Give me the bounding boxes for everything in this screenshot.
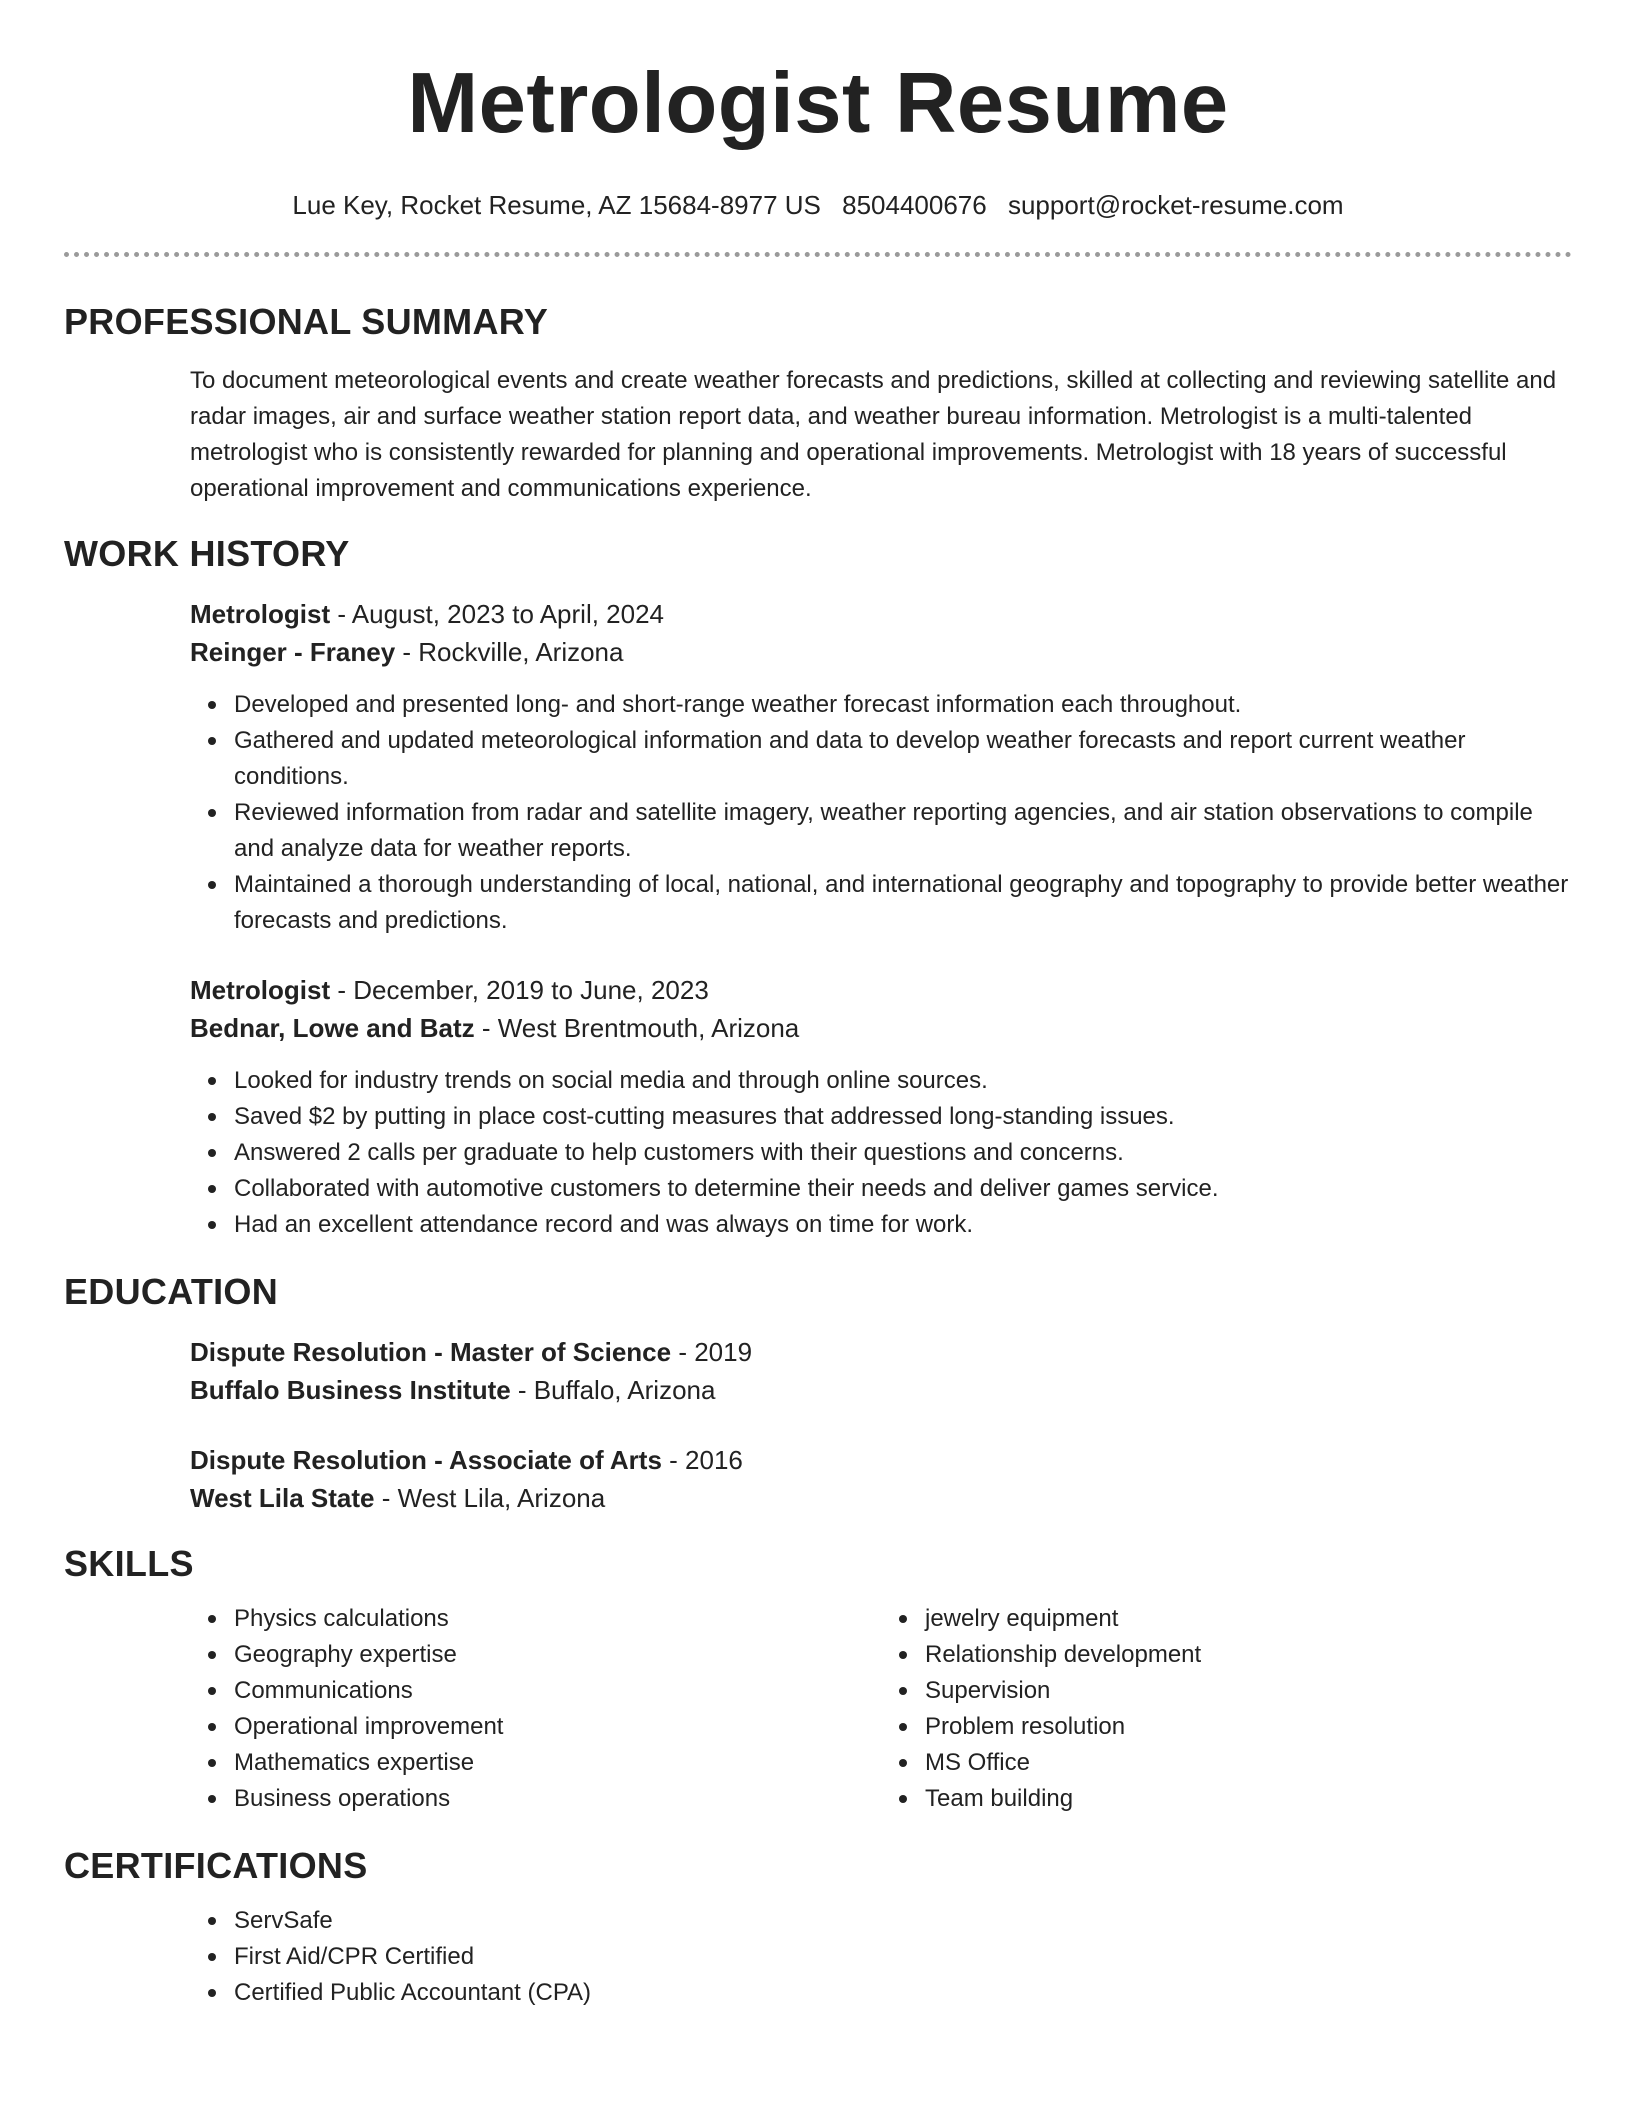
- skills-column-right: [881, 1601, 1572, 1817]
- skill-item: Supervision: [925, 1673, 1572, 1709]
- skill-item: Geography expertise: [234, 1637, 881, 1673]
- job-company-line: [190, 1009, 1572, 1047]
- contact-phone: 8504400676: [842, 190, 987, 220]
- skills-column-left: [190, 1601, 881, 1817]
- degree: Dispute Resolution - Master of Science: [190, 1337, 672, 1367]
- job-entry: [64, 971, 1572, 1243]
- school-location: - West Lila, Arizona: [374, 1483, 606, 1513]
- skills-heading: SKILLS: [64, 1543, 194, 1584]
- degree-line: [190, 1441, 1572, 1479]
- degree-line: [190, 1333, 1572, 1371]
- education-heading: EDUCATION: [64, 1271, 279, 1312]
- resume-page: [64, 0, 1572, 2011]
- job-title: Metrologist: [190, 975, 331, 1005]
- list-item: Gathered and updated meteorological information and data to develop weather forecasts and report current weather conditions.: [234, 723, 1572, 795]
- job-bullets: [190, 687, 1572, 939]
- summary-text: To document meteorological events and create weather forecasts and predictions, skilled at collecting and reviewing satellite and radar images, air and surface weather station report data, and weather bureau information. Metrologist is a multi-talented metrologist who is consistently rewarded for planning and operational improvements. Metrologist with 18 years of successful operational improvement and communications experience.: [190, 367, 1557, 502]
- certification-item: First Aid/CPR Certified: [234, 1939, 1572, 1975]
- job-company: Bednar, Lowe and Batz: [190, 1013, 475, 1043]
- certification-item: Certified Public Accountant (CPA): [234, 1975, 1572, 2011]
- skill-item: Mathematics expertise: [234, 1745, 881, 1781]
- job-company-line: [190, 633, 1572, 671]
- job-title-line: [190, 971, 1572, 1009]
- work-history-heading: WORK HISTORY: [64, 533, 350, 574]
- degree-year: - 2019: [671, 1337, 753, 1367]
- skill-item: Team building: [925, 1781, 1572, 1817]
- school-line: [190, 1371, 1572, 1409]
- skill-item: Problem resolution: [925, 1709, 1572, 1745]
- education-entry: [64, 1333, 1572, 1409]
- education-entry: [64, 1441, 1572, 1517]
- skill-item: Communications: [234, 1673, 881, 1709]
- job-company: Reinger - Franey: [190, 637, 396, 667]
- degree: Dispute Resolution - Associate of Arts: [190, 1445, 662, 1475]
- skill-item: Physics calculations: [234, 1601, 881, 1637]
- skill-item: Business operations: [234, 1781, 881, 1817]
- contact-line: [64, 190, 1572, 220]
- contact-address: Lue Key, Rocket Resume, AZ 15684-8977 US: [292, 190, 821, 220]
- contact-email: support@rocket-resume.com: [1007, 190, 1344, 220]
- list-item: Developed and presented long- and short-range weather forecast information each throughout.: [234, 687, 1572, 723]
- skill-item: MS Office: [925, 1745, 1572, 1781]
- job-title-line: [190, 595, 1572, 633]
- list-item: Answered 2 calls per graduate to help customers with their questions and concerns.: [234, 1135, 1572, 1171]
- summary-heading: PROFESSIONAL SUMMARY: [64, 301, 549, 342]
- school-line: [190, 1479, 1572, 1517]
- certification-item: ServSafe: [234, 1903, 1572, 1939]
- skill-item: Relationship development: [925, 1637, 1572, 1673]
- list-item: Looked for industry trends on social media and through online sources.: [234, 1063, 1572, 1099]
- job-dates: - August, 2023 to April, 2024: [330, 599, 665, 629]
- list-item: Maintained a thorough understanding of local, national, and international geography and topography to provide better weather forecasts and predictions.: [234, 867, 1572, 939]
- certifications-list: [190, 1903, 1572, 2011]
- job-title: Metrologist: [190, 599, 331, 629]
- job-location: - West Brentmouth, Arizona: [474, 1013, 800, 1043]
- list-item: Saved $2 by putting in place cost-cutting measures that addressed long-standing issues.: [234, 1099, 1572, 1135]
- skill-item: jewelry equipment: [925, 1601, 1572, 1637]
- school: West Lila State: [190, 1483, 375, 1513]
- job-dates: - December, 2019 to June, 2023: [330, 975, 709, 1005]
- resume-title: Metrologist Resume: [407, 56, 1229, 151]
- list-item: Reviewed information from radar and satellite imagery, weather reporting agencies, and air station observations to compile and analyze data for weather reports.: [234, 795, 1572, 867]
- job-entry: [64, 595, 1572, 939]
- school-location: - Buffalo, Arizona: [510, 1375, 716, 1405]
- job-bullets: [190, 1063, 1572, 1243]
- certifications-list-wrap: [64, 1903, 1572, 2011]
- job-location: - Rockville, Arizona: [395, 637, 624, 667]
- header-divider: [64, 252, 1572, 257]
- list-item: Collaborated with automotive customers to determine their needs and deliver games service.: [234, 1171, 1572, 1207]
- degree-year: - 2016: [661, 1445, 743, 1475]
- list-item: Had an excellent attendance record and was always on time for work.: [234, 1207, 1572, 1243]
- skills-grid: [64, 1601, 1572, 1817]
- skill-item: Operational improvement: [234, 1709, 881, 1745]
- school: Buffalo Business Institute: [190, 1375, 511, 1405]
- certifications-heading: CERTIFICATIONS: [64, 1845, 368, 1886]
